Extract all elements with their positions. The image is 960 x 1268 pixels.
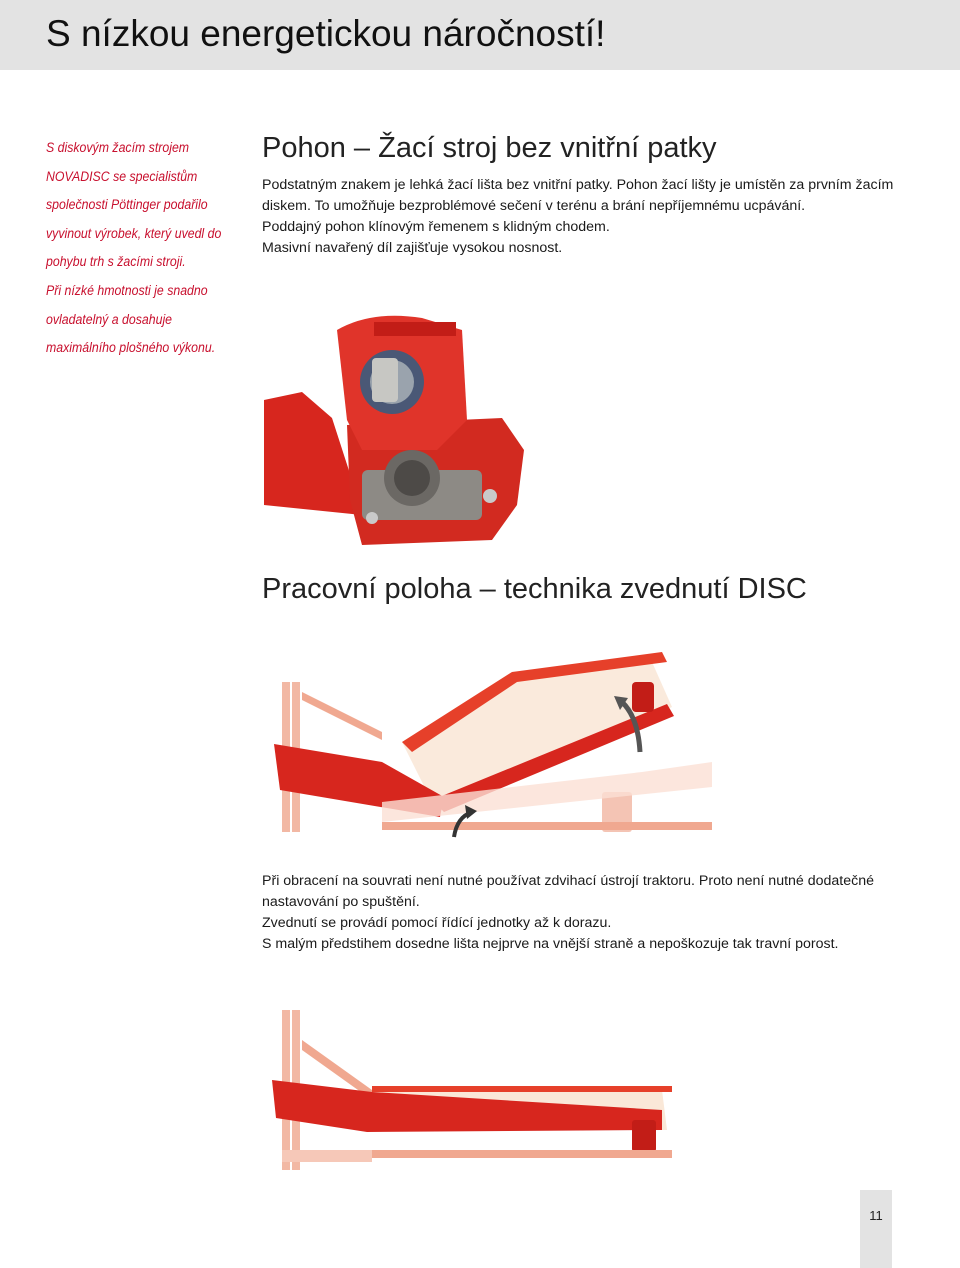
section-drive-paragraph: Poddajný pohon klínovým řemenem s klidným chodem.	[262, 219, 610, 235]
section-lifting-paragraph: S malým předstihem dosedne lišta nejprve na vnější straně a nepoškozuje tak travní porost.	[262, 936, 839, 952]
section-drive-body	[262, 175, 922, 259]
sidebar-intro	[46, 134, 230, 363]
sidebar-line: společnosti Pöttinger podařilo	[46, 197, 208, 213]
section-lifting-title: Pracovní poloha – technika zvednutí DISC	[262, 573, 807, 605]
section-drive-paragraph: Masivní navařený díl zajišťuje vysokou nosnost.	[262, 240, 563, 256]
sidebar-line: Při nízké hmotnosti je snadno	[46, 282, 208, 298]
lifting-position-diagram	[262, 612, 722, 852]
sidebar-line: pohybu trh s žacími stroji.	[46, 254, 186, 270]
sidebar-line: S diskovým žacím strojem	[46, 140, 190, 155]
sidebar-line: vyvinout výrobek, který uvedl do	[46, 225, 222, 241]
lowered-position-diagram	[262, 1000, 722, 1180]
page-number: 11	[869, 1208, 883, 1223]
sidebar-line: maximálního plošného výkonu.	[46, 340, 216, 356]
header-band	[0, 0, 960, 70]
sidebar-line: NOVADISC se specialistům	[46, 168, 198, 184]
section-lifting-paragraph: Při obracení na souvrati není nutné používat zdvihací ústrojí traktoru. Proto není nutné dodatečné nastavování po spuštění.	[262, 873, 875, 910]
page-title: S nízkou energetickou náročností!	[46, 13, 606, 54]
section-drive-paragraph: Podstatným znakem je lehká žací lišta bez vnitřní patky. Pohon žací lišty je umístěn za prvním žacím diskem. To umožňuje bezproblémové sečení v terénu a brání nepříjemnému ucpávání.	[262, 177, 894, 214]
section-lifting-body	[262, 871, 922, 955]
section-lifting-paragraph: Zvednutí se provádí pomocí řídící jednotky až k dorazu.	[262, 915, 612, 931]
gearbox-drive-image	[262, 300, 542, 560]
sidebar-line: ovladatelný a dosahuje	[46, 311, 173, 327]
page-number-box	[860, 1190, 892, 1268]
section-drive-title: Pohon – Žací stroj bez vnitřní patky	[262, 132, 717, 164]
